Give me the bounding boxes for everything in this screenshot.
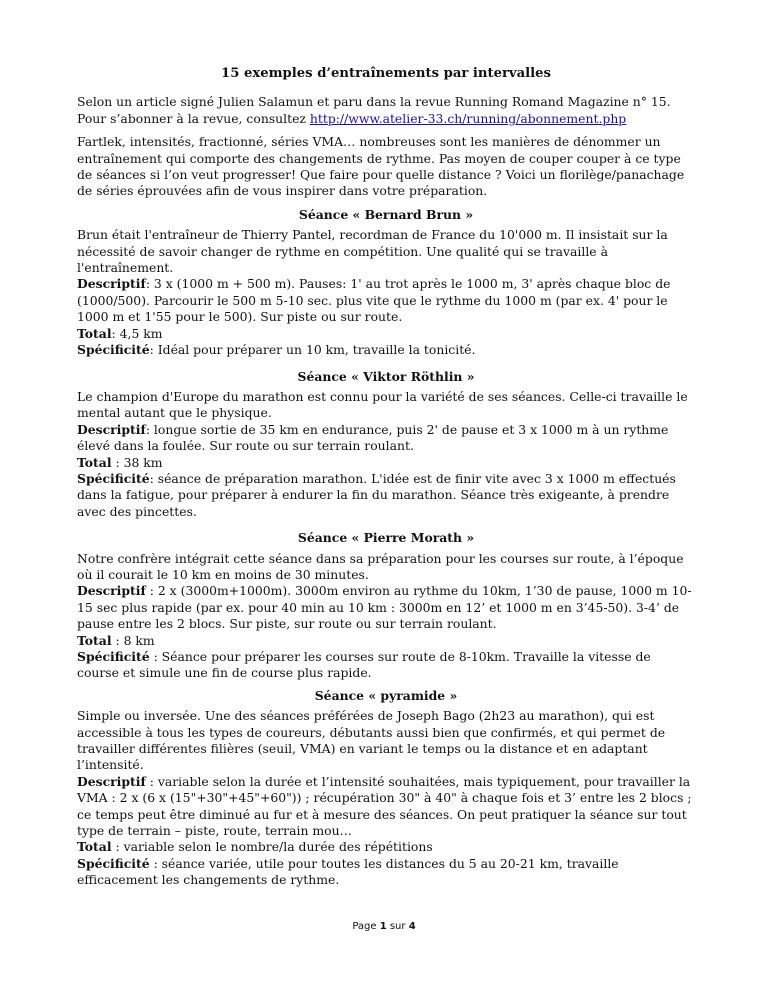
specificite-label: Spécificité: [77, 470, 150, 486]
intro-line-2: [77, 111, 695, 127]
total-label: Total: [77, 325, 112, 341]
total-text: : 8 km: [111, 632, 155, 648]
specificite-label: Spécificité: [77, 855, 150, 871]
descriptif-label: Descriptif: [77, 583, 146, 599]
document-title: 15 exemples d’entraînements par intervalles: [221, 66, 551, 81]
specificite-label: Spécificité: [77, 342, 150, 358]
session-specificite: [77, 649, 695, 682]
session-title: Séance « Pierre Morath »: [297, 530, 475, 546]
footer-current-page: 1: [379, 921, 387, 932]
specificite-text: : Séance pour préparer les courses sur route de 8-10km. Travaille la vitesse de course et simule une fin de course plus rapide.: [77, 649, 651, 681]
document-page: [77, 66, 695, 889]
session-total: [77, 839, 695, 855]
session-descriptif: [77, 583, 695, 632]
session-title: Séance « Bernard Brun »: [298, 206, 474, 222]
specificite-label: Spécificité: [77, 649, 150, 664]
specificite-text: : séance variée, utile pour toutes les distances du 5 au 20-21 km, travaille efficacement les changements de rythme.: [77, 855, 619, 888]
total-text: : 38 km: [111, 454, 163, 470]
session-descriptif: [77, 276, 695, 325]
descriptif-label: Descriptif: [77, 276, 146, 292]
session-specificite: [77, 342, 695, 358]
session-total: [77, 455, 695, 471]
total-label: Total: [77, 632, 112, 648]
session-description: Brun était l'entraîneur de Thierry Pantel, recordman de France du 10'000 m. Il insistait sur la nécessité de savoir changer de rythme en compétition. Une qualité qui se travaille à l'entraînement.: [77, 227, 668, 276]
intro-paragraph: Fartlek, intensités, fractionné, séries VMA… nombreuses sont les manières de dénommer un entraînement qui comporte des changements de rythme. Pas moyen de couper couper à ce type de séances si l’on veut progresser! Que faire pour quelle distance ? Voici un florilège/panachage de séries éprouvées afin de vous inspirer dans votre préparation.: [77, 134, 685, 199]
session-descriptif: [77, 774, 695, 840]
descriptif-text: : longue sortie de 35 km en endurance, puis 2' de pause et 3 x 1000 m à un rythme élevé dans la foulée. Sur route ou sur terrain roulant.: [77, 421, 669, 454]
specificite-text: : séance de préparation marathon. L'idée est de finir vite avec 3 x 1000 m effectués dans la fatigue, pour préparer à endurer la fin du marathon. Séance très exigeante, à prendre avec des pincettes.: [77, 470, 676, 519]
intro-line-1: Selon un article signé Julien Salamun et paru dans la revue Running Romand Magazine n° 15.: [77, 94, 671, 110]
footer-prefix: Page: [352, 921, 380, 932]
session-title: Séance « Viktor Röthlin »: [297, 368, 475, 384]
session-specificite: [77, 856, 695, 889]
total-text: : 4,5 km: [111, 325, 163, 341]
intro-line-2-text: Pour s’abonner à la revue, consultez: [77, 110, 310, 126]
session-description: Notre confrère intégrait cette séance dans sa préparation pour les courses sur route, à l’époque où il courait le 10 km en moins de 30 minutes.: [77, 550, 684, 582]
specificite-text: : Idéal pour préparer un 10 km, travaille la tonicité.: [149, 342, 476, 358]
session-pyramide: [77, 688, 695, 889]
session-pierre-morath: [77, 530, 695, 682]
session-descriptif: [77, 422, 695, 455]
total-label: Total: [77, 454, 112, 470]
descriptif-label: Descriptif: [77, 421, 146, 437]
total-text: : variable selon le nombre/la durée des répétitions: [111, 839, 433, 855]
descriptif-text: : variable selon la durée et l’intensité souhaitées, mais typiquement, pour travailler la VMA : 2 x (6 x (15"+30"+45"+60")) ; récupération 30" à 40" à chaque fois et 3’ entre les 2 blocs ; ce temps peut être diminué au fur et à mesure des séances. On peut pratiquer la séance sur tout type de terrain – piste, route, terrain mou…: [77, 773, 692, 839]
page-footer: [0, 921, 768, 932]
total-label: Total: [77, 839, 112, 855]
session-description: Le champion d'Europe du marathon est connu pour la variété de ses séances. Celle-ci travaille le mental autant que le physique.: [77, 388, 688, 421]
session-viktor-rothlin: [77, 369, 695, 521]
descriptif-text: : 2 x (3000m+1000m). 3000m environ au rythme du 10km, 1’30 de pause, 1000 m 10-15 sec plus rapide (par ex. pour 40 min au 10 km : 3000m en 12’ et 1000 m en 3’45-50). 3-4’ de pause entre les 2 blocs. Sur piste, sur route ou sur terrain roulant.: [77, 583, 692, 632]
session-total: [77, 326, 695, 342]
descriptif-text: : 3 x (1000 m + 500 m). Pauses: 1' au trot après le 1000 m, 3' après chaque bloc de (1000/500). Parcourir le 500 m 5-10 sec. plus vite que le rythme du 1000 m (par ex. 4' pour le 1000 m et 1'55 pour le 500). Sur piste ou sur route.: [77, 276, 671, 325]
session-bernard-brun: [77, 207, 695, 359]
descriptif-label: Descriptif: [77, 773, 146, 789]
session-specificite: [77, 471, 695, 520]
session-description: Simple ou inversée. Une des séances préférées de Joseph Bago (2h23 au marathon), qui est accessible à tous les types de coureurs, débutants aussi bien que confirmés, et qui permet de travailler différentes filières (seuil, VMA) en variant le temps ou la distance et en adaptant l’intensité.: [77, 708, 666, 773]
subscription-link[interactable]: http://www.atelier-33.ch/running/abonnement.php: [309, 110, 627, 126]
footer-total-pages: 4: [408, 921, 416, 932]
session-total: [77, 633, 695, 649]
session-title: Séance « pyramide »: [314, 687, 458, 703]
footer-middle: sur: [386, 921, 409, 932]
